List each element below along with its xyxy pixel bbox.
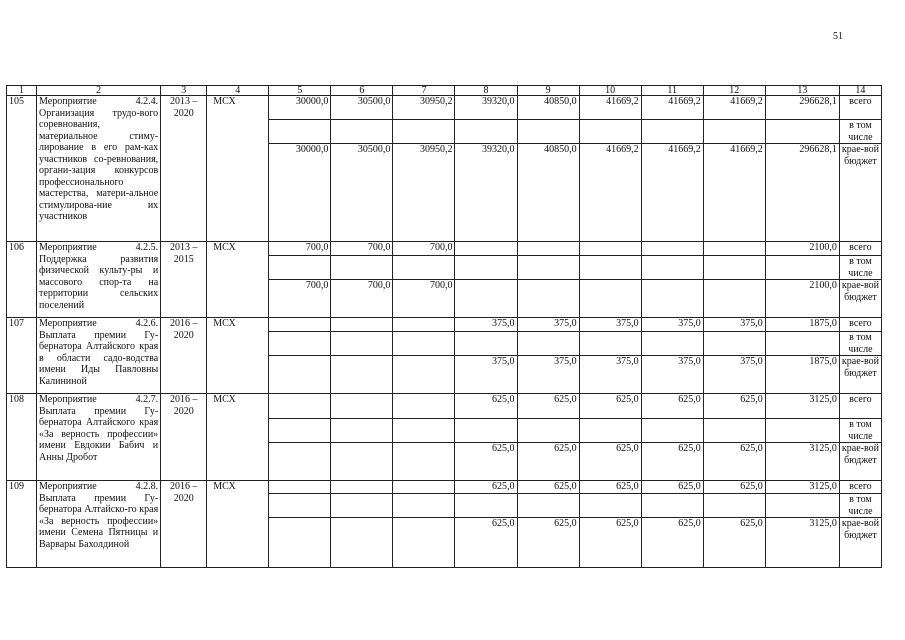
agency: МСХ [207, 318, 269, 394]
regional-value: 625,0 [703, 443, 765, 481]
regional-value: 625,0 [579, 518, 641, 568]
measure-name: Мероприятие 4.2.8. Выплата премии Гу-бернатора Алтайско-го края «За верность профессии» имени Семена Пятницы и Варвары Бахолдиной [37, 481, 161, 568]
total-value: 30950,2 [393, 96, 455, 120]
empty-cell [331, 332, 393, 356]
header-cell: 4 [207, 86, 269, 96]
total-value: 30000,0 [269, 96, 331, 120]
regional-value [517, 280, 579, 318]
total-value: 296628,1 [765, 96, 839, 120]
total-value [393, 394, 455, 419]
table-row [7, 96, 882, 120]
empty-cell [703, 419, 765, 443]
regional-value [393, 518, 455, 568]
empty-cell [579, 419, 641, 443]
regional-value: 30000,0 [269, 144, 331, 242]
total-value: 40850,0 [517, 96, 579, 120]
total-value: 625,0 [703, 394, 765, 419]
regional-value [269, 356, 331, 394]
table-row [7, 242, 882, 256]
empty-cell [703, 120, 765, 144]
period: 2013 – 2015 [161, 242, 207, 318]
source-total: всего [839, 318, 881, 332]
total-value [331, 318, 393, 332]
header-cell: 9 [517, 86, 579, 96]
header-row [7, 86, 882, 96]
empty-cell [331, 120, 393, 144]
header-cell: 8 [455, 86, 517, 96]
regional-value: 375,0 [579, 356, 641, 394]
total-value: 39320,0 [455, 96, 517, 120]
total-value [331, 394, 393, 419]
measure-name: Мероприятие 4.2.5. Поддержка развития физической культу-ры и массового спор-та на территории сельских поселений [37, 242, 161, 318]
regional-value: 41669,2 [641, 144, 703, 242]
regional-value: 625,0 [455, 518, 517, 568]
source-including: в том числе [839, 332, 881, 356]
empty-cell [269, 120, 331, 144]
total-value [579, 242, 641, 256]
regional-value [331, 443, 393, 481]
empty-cell [765, 332, 839, 356]
regional-value: 41669,2 [579, 144, 641, 242]
source-regional: крае-вой бюджет [839, 518, 881, 568]
table-row [7, 481, 882, 494]
total-value: 41669,2 [703, 96, 765, 120]
table-row [7, 318, 882, 332]
regional-value [331, 518, 393, 568]
header-cell: 5 [269, 86, 331, 96]
empty-cell [579, 120, 641, 144]
total-value: 41669,2 [579, 96, 641, 120]
total-value: 2100,0 [765, 242, 839, 256]
header-cell: 13 [765, 86, 839, 96]
regional-value: 41669,2 [703, 144, 765, 242]
empty-cell [455, 256, 517, 280]
agency: МСХ [207, 481, 269, 568]
regional-value: 39320,0 [455, 144, 517, 242]
empty-cell [331, 494, 393, 518]
source-total: всего [839, 394, 881, 419]
empty-cell [765, 256, 839, 280]
period: 2016 – 2020 [161, 394, 207, 481]
empty-cell [641, 419, 703, 443]
regional-value [269, 443, 331, 481]
regional-value [579, 280, 641, 318]
regional-value [331, 356, 393, 394]
total-value: 30500,0 [331, 96, 393, 120]
total-value: 625,0 [579, 394, 641, 419]
empty-cell [517, 332, 579, 356]
empty-cell [455, 494, 517, 518]
regional-value: 3125,0 [765, 443, 839, 481]
total-value [517, 242, 579, 256]
empty-cell [703, 256, 765, 280]
empty-cell [517, 494, 579, 518]
empty-cell [641, 494, 703, 518]
regional-value: 625,0 [455, 443, 517, 481]
empty-cell [393, 120, 455, 144]
regional-value [269, 518, 331, 568]
source-including: в том числе [839, 419, 881, 443]
regional-value [393, 356, 455, 394]
agency: МСХ [207, 394, 269, 481]
header-cell: 6 [331, 86, 393, 96]
row-number: 109 [7, 481, 37, 568]
total-value [269, 318, 331, 332]
regional-value: 625,0 [703, 518, 765, 568]
total-value [331, 481, 393, 494]
empty-cell [331, 419, 393, 443]
header-cell: 1 [7, 86, 37, 96]
regional-value: 700,0 [269, 280, 331, 318]
measure-name: Мероприятие 4.2.7. Выплата премии Гу-бернатора Алтайского края «За верность профессии» имени Евдокии Бабич и Анны Дробот [37, 394, 161, 481]
empty-cell [517, 419, 579, 443]
empty-cell [455, 120, 517, 144]
total-value [703, 242, 765, 256]
source-regional: крае-вой бюджет [839, 443, 881, 481]
regional-value: 296628,1 [765, 144, 839, 242]
regional-value: 700,0 [331, 280, 393, 318]
total-value [455, 242, 517, 256]
empty-cell [393, 256, 455, 280]
table-row [7, 394, 882, 419]
empty-cell [579, 332, 641, 356]
regional-value: 2100,0 [765, 280, 839, 318]
total-value: 625,0 [641, 394, 703, 419]
total-value: 375,0 [703, 318, 765, 332]
total-value: 625,0 [641, 481, 703, 494]
budget-table [6, 85, 882, 568]
total-value: 1875,0 [765, 318, 839, 332]
source-total: всего [839, 242, 881, 256]
total-value [269, 394, 331, 419]
empty-cell [579, 256, 641, 280]
header-cell: 2 [37, 86, 161, 96]
empty-cell [269, 256, 331, 280]
header-cell: 11 [641, 86, 703, 96]
empty-cell [455, 419, 517, 443]
agency: МСХ [207, 96, 269, 242]
total-value: 700,0 [331, 242, 393, 256]
empty-cell [765, 120, 839, 144]
source-including: в том числе [839, 256, 881, 280]
regional-value: 1875,0 [765, 356, 839, 394]
source-total: всего [839, 481, 881, 494]
source-regional: крае-вой бюджет [839, 356, 881, 394]
total-value [269, 481, 331, 494]
empty-cell [269, 332, 331, 356]
total-value: 625,0 [703, 481, 765, 494]
empty-cell [641, 332, 703, 356]
agency: МСХ [207, 242, 269, 318]
empty-cell [331, 256, 393, 280]
row-number: 106 [7, 242, 37, 318]
total-value: 625,0 [517, 394, 579, 419]
regional-value: 30500,0 [331, 144, 393, 242]
empty-cell [517, 120, 579, 144]
regional-value: 3125,0 [765, 518, 839, 568]
empty-cell [641, 256, 703, 280]
header-cell: 10 [579, 86, 641, 96]
empty-cell [765, 494, 839, 518]
header-cell: 3 [161, 86, 207, 96]
total-value: 625,0 [579, 481, 641, 494]
header-cell: 14 [839, 86, 881, 96]
regional-value: 700,0 [393, 280, 455, 318]
regional-value: 30950,2 [393, 144, 455, 242]
row-number: 108 [7, 394, 37, 481]
total-value: 700,0 [269, 242, 331, 256]
regional-value [703, 280, 765, 318]
regional-value [641, 280, 703, 318]
total-value [393, 481, 455, 494]
empty-cell [517, 256, 579, 280]
total-value: 3125,0 [765, 481, 839, 494]
total-value: 625,0 [517, 481, 579, 494]
regional-value: 375,0 [517, 356, 579, 394]
empty-cell [579, 494, 641, 518]
source-regional: крае-вой бюджет [839, 144, 881, 242]
empty-cell [765, 419, 839, 443]
total-value: 375,0 [641, 318, 703, 332]
total-value: 375,0 [517, 318, 579, 332]
empty-cell [269, 494, 331, 518]
source-total: всего [839, 96, 881, 120]
empty-cell [703, 332, 765, 356]
empty-cell [393, 332, 455, 356]
regional-value [393, 443, 455, 481]
empty-cell [393, 494, 455, 518]
total-value: 375,0 [579, 318, 641, 332]
total-value: 3125,0 [765, 394, 839, 419]
source-regional: крае-вой бюджет [839, 280, 881, 318]
period: 2016 – 2020 [161, 481, 207, 568]
empty-cell [455, 332, 517, 356]
measure-name: Мероприятие 4.2.4. Организация трудо-вого соревнования, материальное стиму-лирование в его рам-ках участников со-ревнования, органи-зация конкурсов профессионального мастерства, матери-альное стимулирова-ние их участников [37, 96, 161, 242]
empty-cell [641, 120, 703, 144]
regional-value: 375,0 [455, 356, 517, 394]
period: 2013 – 2020 [161, 96, 207, 242]
regional-value: 375,0 [641, 356, 703, 394]
page-number: 51 [833, 31, 843, 42]
regional-value: 625,0 [641, 443, 703, 481]
total-value [393, 318, 455, 332]
regional-value: 625,0 [517, 518, 579, 568]
measure-name: Мероприятие 4.2.6. Выплата премии Гу-бернатора Алтайского края в области садо-водства имени Иды Павловны Калининой [37, 318, 161, 394]
regional-value: 625,0 [641, 518, 703, 568]
regional-value: 40850,0 [517, 144, 579, 242]
regional-value: 375,0 [703, 356, 765, 394]
total-value: 625,0 [455, 481, 517, 494]
header-cell: 12 [703, 86, 765, 96]
regional-value: 625,0 [579, 443, 641, 481]
period: 2016 – 2020 [161, 318, 207, 394]
regional-value: 625,0 [517, 443, 579, 481]
empty-cell [703, 494, 765, 518]
empty-cell [393, 419, 455, 443]
row-number: 105 [7, 96, 37, 242]
total-value: 375,0 [455, 318, 517, 332]
regional-value [455, 280, 517, 318]
empty-cell [269, 419, 331, 443]
total-value: 625,0 [455, 394, 517, 419]
total-value [641, 242, 703, 256]
total-value: 700,0 [393, 242, 455, 256]
header-cell: 7 [393, 86, 455, 96]
source-including: в том числе [839, 120, 881, 144]
total-value: 41669,2 [641, 96, 703, 120]
source-including: в том числе [839, 494, 881, 518]
row-number: 107 [7, 318, 37, 394]
